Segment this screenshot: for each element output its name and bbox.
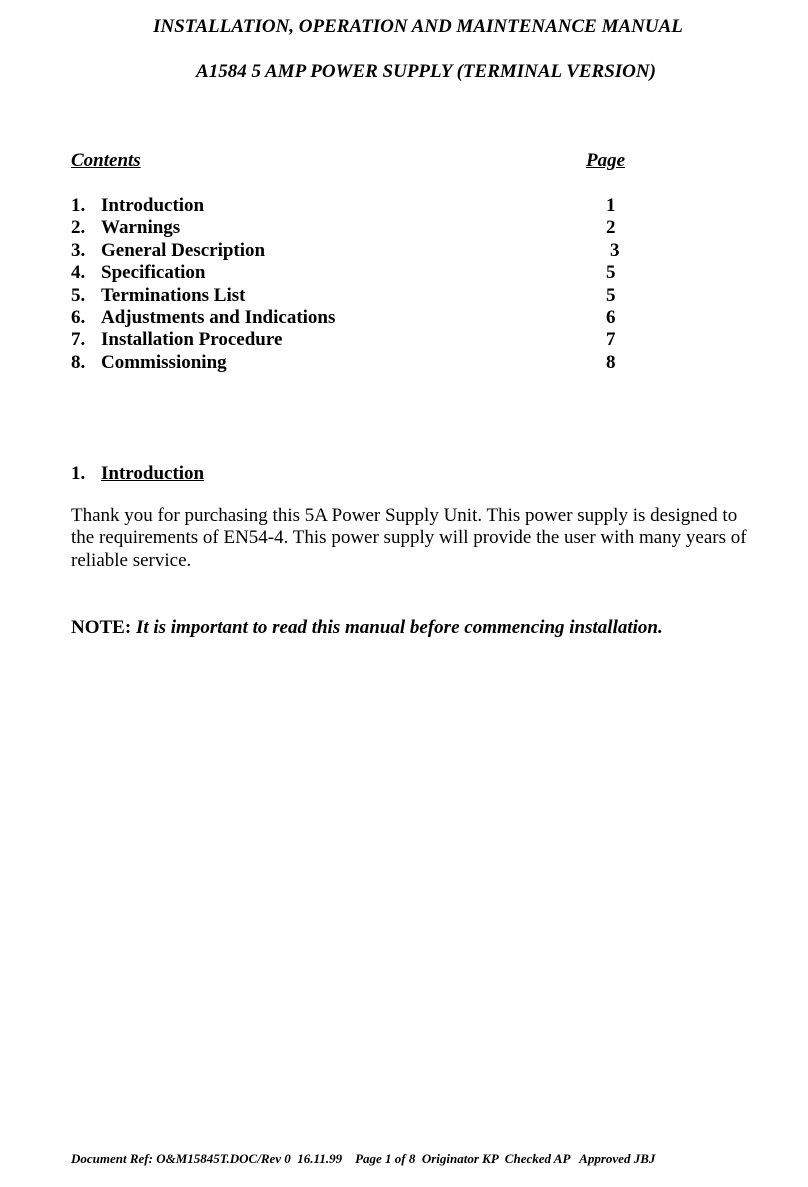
toc-item-page: 6 — [606, 306, 616, 328]
toc-item-label: Specification — [101, 262, 206, 284]
section-number: 1. — [71, 463, 86, 484]
toc-item-number: 3. — [71, 239, 86, 261]
toc-item-adjustments — [71, 307, 631, 329]
toc-item-label: General Description — [101, 239, 266, 261]
toc-item-commissioning — [71, 352, 631, 374]
toc-item-number: 2. — [71, 217, 86, 239]
toc-item-terminations-list — [71, 285, 631, 307]
toc-item-label: Installation Procedure — [101, 329, 283, 351]
toc-item-number: 6. — [71, 306, 86, 328]
page-column-heading: Page — [586, 150, 626, 171]
toc-item-page: 7 — [606, 329, 616, 351]
toc-item-introduction — [71, 195, 631, 217]
toc-item-label: Adjustments and Indications — [101, 306, 336, 328]
contents-heading: Contents — [71, 150, 141, 171]
toc-item-label: Terminations List — [101, 284, 246, 306]
toc-item-installation-procedure — [71, 329, 631, 351]
toc-item-label: Introduction — [101, 195, 205, 216]
toc-item-number: 5. — [71, 284, 86, 306]
toc-item-page: 8 — [606, 351, 616, 373]
toc-item-page: 3 — [610, 239, 620, 261]
toc-item-label: Warnings — [101, 217, 181, 239]
introduction-paragraph: Thank you for purchasing this 5A Power Supply Unit. This power supply is designed to the requirements of EN54-4. This power supply will provide the user with many years of reliable service. — [71, 505, 747, 571]
document-subtitle: A1584 5 AMP POWER SUPPLY (TERMINAL VERSION) — [196, 61, 656, 82]
toc-item-number: 7. — [71, 329, 86, 351]
toc-item-general-description — [71, 240, 631, 262]
document-footer: Document Ref: O&M15845T.DOC/Rev 0 16.11.99 Page 1 of 8 Originator KP Checked AP Approved JBJ — [71, 1151, 656, 1166]
toc-item-specification — [71, 262, 631, 284]
toc-item-page: 2 — [606, 217, 616, 239]
toc-item-number: 4. — [71, 262, 86, 284]
toc-item-number: 8. — [71, 351, 86, 373]
toc-item-page: 5 — [606, 284, 616, 306]
toc-item-warnings — [71, 217, 631, 239]
toc-item-label: Commissioning — [101, 351, 227, 373]
toc-item-page: 1 — [606, 195, 616, 216]
document-title: INSTALLATION, OPERATION AND MAINTENANCE MANUAL — [153, 16, 683, 37]
note-text: It is important to read this manual before commencing installation. — [135, 617, 663, 638]
important-note — [71, 617, 663, 639]
table-of-contents — [71, 195, 631, 374]
toc-item-number: 1. — [71, 195, 86, 216]
note-label: NOTE: — [71, 617, 132, 638]
toc-item-page: 5 — [606, 262, 616, 284]
section-title: Introduction — [101, 463, 205, 484]
